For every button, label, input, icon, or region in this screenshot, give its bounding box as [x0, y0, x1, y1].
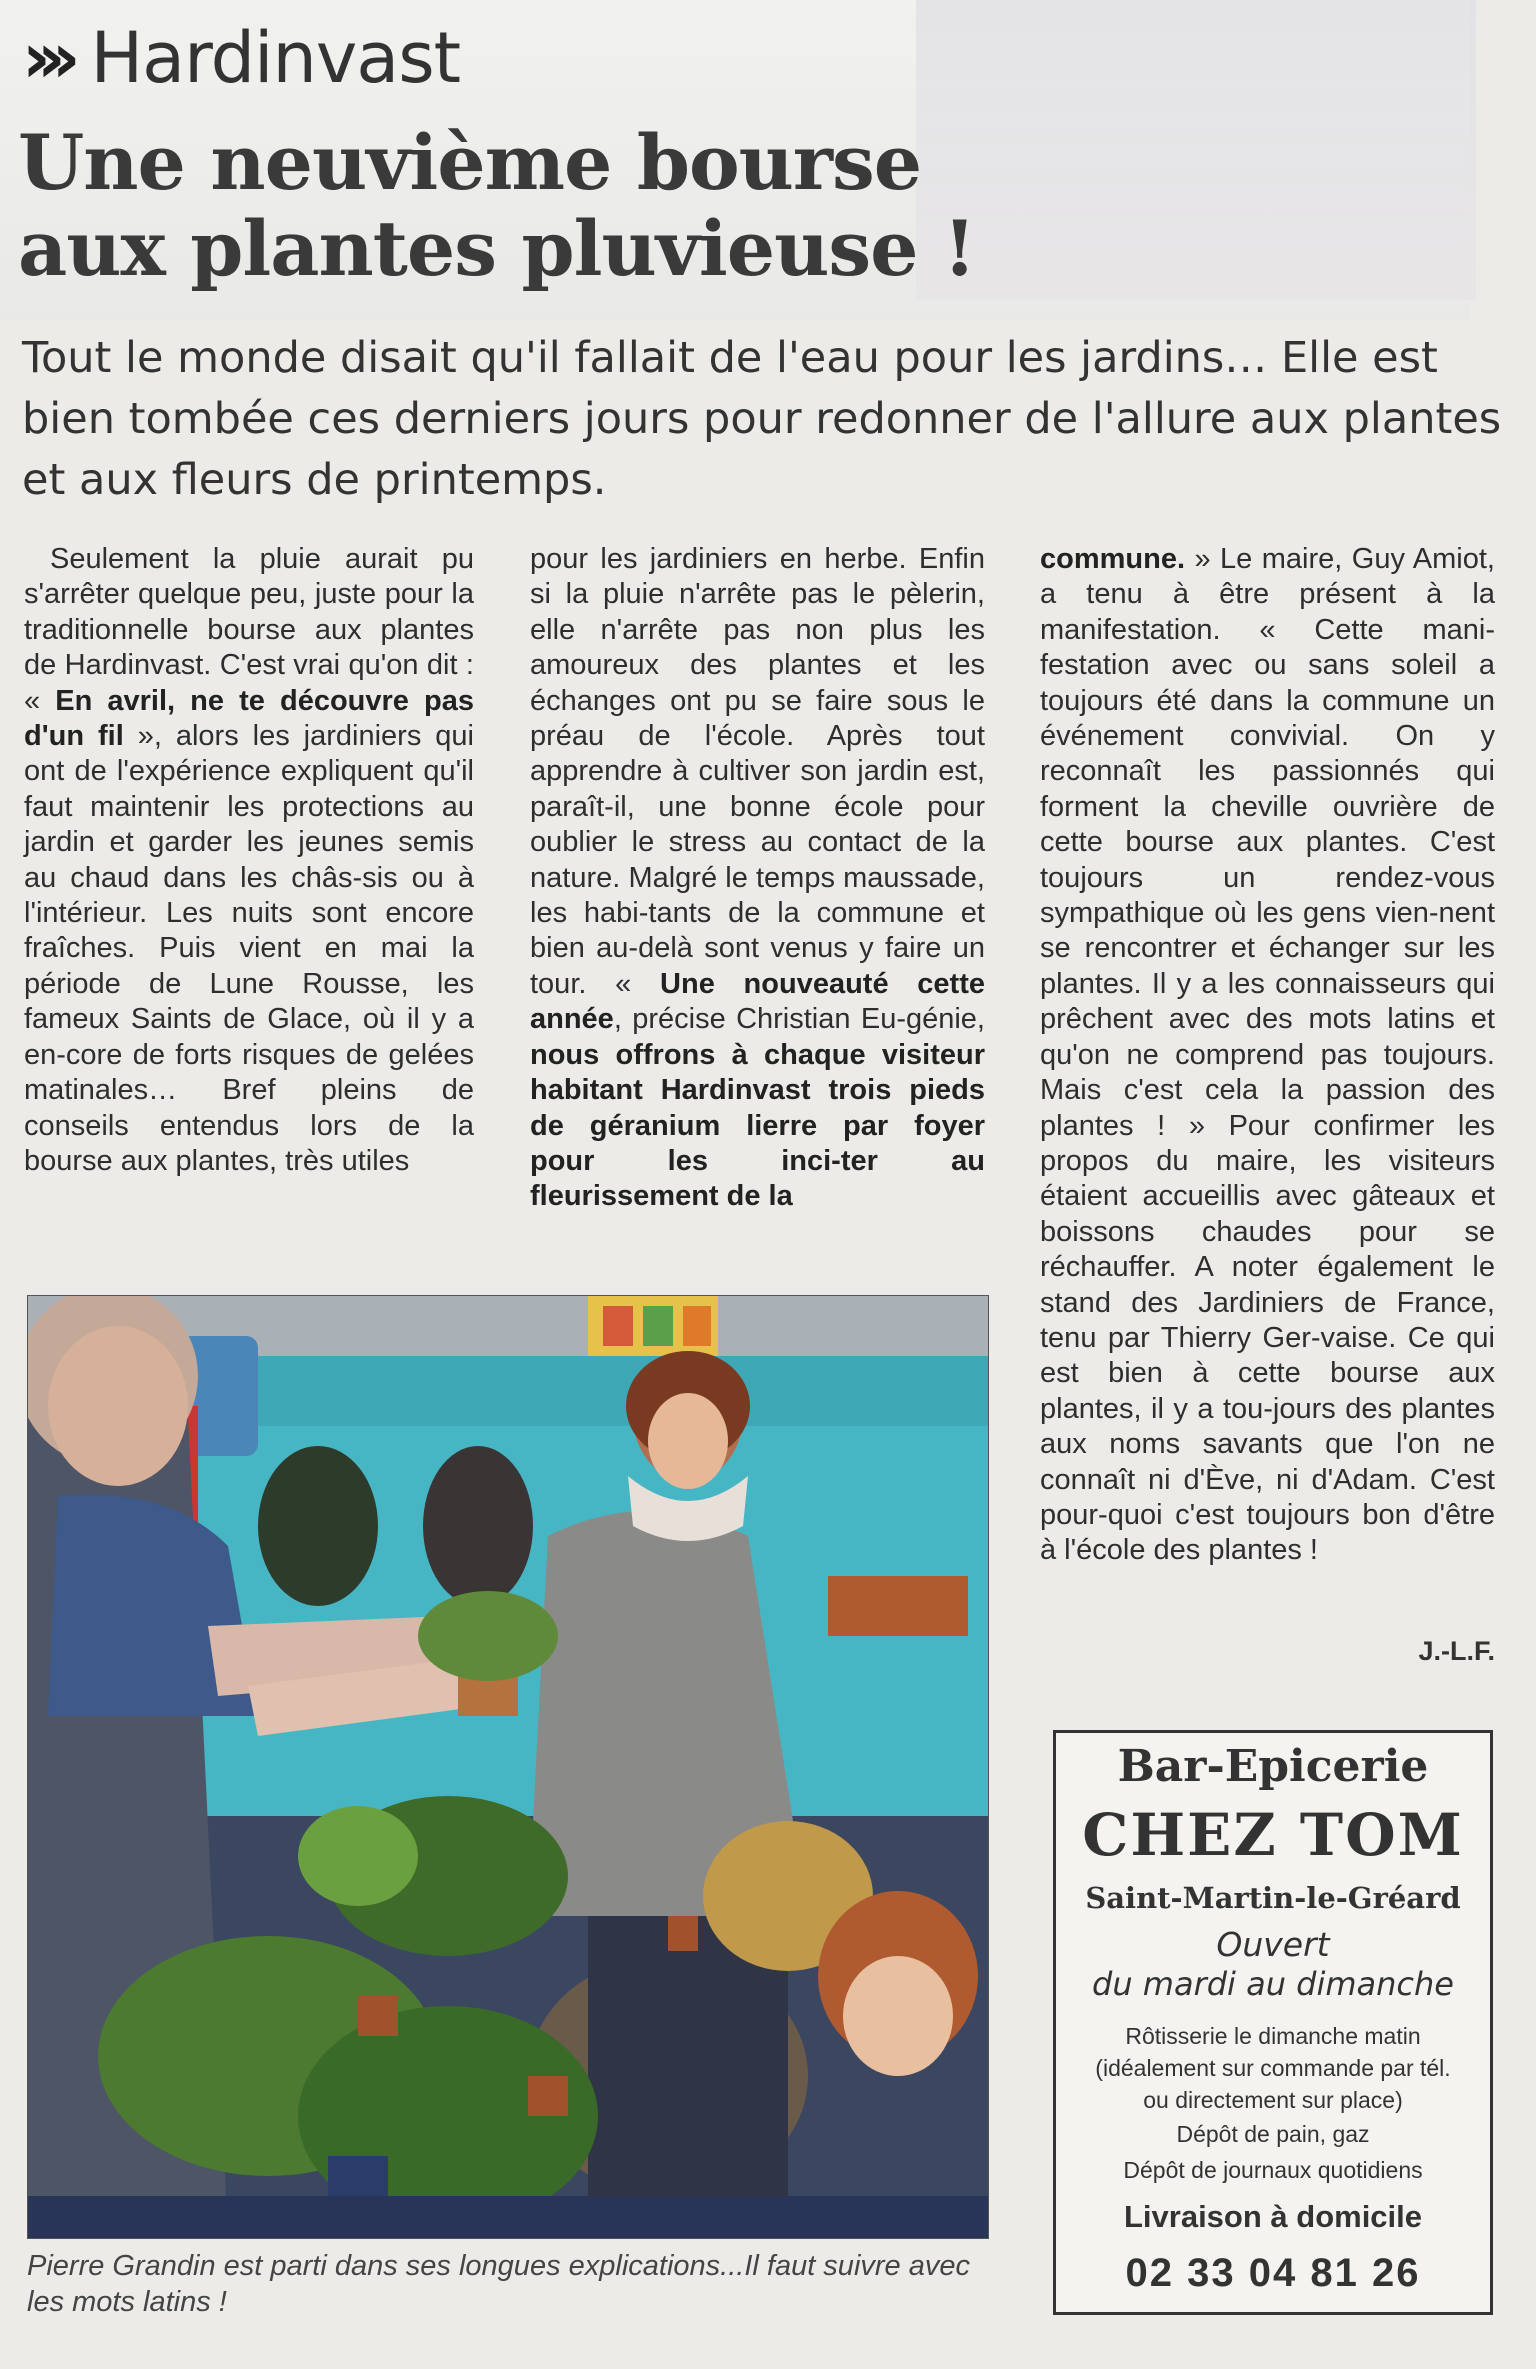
ad-service-line: Dépôt de journaux quotidiens: [1123, 2157, 1423, 2183]
column-2-bold-1: Une nouveauté cette année: [530, 967, 985, 1036]
ad-location: Saint-Martin-le-Gréard: [1085, 1881, 1461, 1915]
ad-phone-number: 02 33 04 81 26: [1125, 2251, 1421, 2295]
article-photo: [27, 1295, 989, 2239]
column-2-paragraph: [530, 542, 985, 1215]
column-2-bold-2: nous offrons à chaque visiteur habitant Hardinvast trois pieds de géranium lierre par foyer pour les inci-ter au fleurissement de la: [530, 1038, 985, 1213]
ad-open-label: Ouvert: [1216, 1925, 1330, 1964]
column-1-text-a: Seulement la pluie aurait pu s'arrêter quelque peu, juste pour la traditionnelle bourse aux plantes de Hardinvast. C'est vrai qu'on dit : «: [24, 543, 474, 717]
author-signature: J.-L.F.: [1418, 1636, 1495, 1666]
advertisement-box: [1053, 1730, 1493, 2315]
ad-delivery: Livraison à domicile: [1123, 2199, 1423, 2234]
column-2-text-b: , précise Christian Eu-génie,: [613, 1003, 985, 1036]
ad-title-type: Bar-Epicerie: [1117, 1741, 1429, 1792]
column-1-text-b: », alors les jardiniers qui ont de l'expérience expliquent qu'il faut maintenir les protections au jardin et garder les jeunes semis au chaud dans les châs-sis ou à l'intérieur. Les nuits sont encore fraîches. Puis vient en mai la période de Lune Rousse, les fameux Saints de Glace, où il y a en-core de forts risques de gelées matinales… Bref pleins de conseils entendus lors de la bourse aux plantes, très utiles: [24, 720, 474, 1177]
article-headline: [18, 120, 1118, 292]
chevron-icon: ›››: [22, 17, 67, 99]
column-2-text-a: pour les jardiniers en herbe. Enfin si la pluie n'arrête pas le pèlerin, elle n'arrête pas non plus les amoureux des plantes et les échanges ont pu se faire sous le préau de l'école. Après tout apprendre à cultiver son jardin est, paraît-il, une bonne école pour oublier le stress au contact de la nature. Malgré le temps maussade, les habi-tants de la commune et bien au-delà sont venus y faire un tour. «: [530, 543, 985, 1000]
ad-service-line: ou directement sur place): [1143, 2087, 1403, 2113]
column-1-paragraph: [24, 542, 474, 1179]
headline-line-1: Une neuvième bourse: [18, 118, 922, 207]
ad-service-line: Rôtisserie le dimanche matin: [1125, 2023, 1421, 2049]
ad-open-days: du mardi au dimanche: [1092, 1965, 1454, 2003]
ad-service-line: Dépôt de pain, gaz: [1176, 2121, 1370, 2147]
article-column-2: [530, 542, 985, 1215]
headline-line-2: aux plantes pluvieuse !: [18, 204, 976, 293]
column-3-paragraph: [1040, 542, 1495, 1569]
column-3-text: » Le maire, Guy Amiot, a tenu à être présent à la manifestation. « Cette mani-festation avec ou sans soleil a toujours été dans la commune un événement convivial. On y reconnaît les passionnés qui forment la cheville ouvrière de cette bourse aux plantes. C'est toujours un rendez-vous sympathique où les gens vien-nent se rencontrer et échanger sur les plantes. Il y a les connaisseurs qui prêchent avec des mots latins et qu'on ne comprend pas toujours. Mais c'est cela la passion des plantes ! » Pour confirmer les propos du maire, les visiteurs étaient accueillis avec gâteaux et boissons chaudes pour se réchauffer. A noter également le stand des Jardiniers de France, tenu par Thierry Ger-vaise. Ce qui est bien à cette bourse aux plantes, il y a tou-jours des plantes aux noms savants que l'on ne connaît ni d'Ève, ni d'Adam. C'est pour-quoi c'est toujours bon d'être à l'école des plantes !: [1040, 543, 1495, 1567]
photo-illustration: [28, 1296, 988, 2238]
article-column-3: [1040, 542, 1495, 1569]
ad-title-name: CHEZ TOM: [1082, 1801, 1464, 1869]
article-column-1: [24, 542, 474, 1179]
photo-caption: Pierre Grandin est parti dans ses longues explications...Il faut suivre avec les mots latins !: [27, 2250, 970, 2318]
ad-service-line: (idéalement sur commande par tél.: [1095, 2055, 1451, 2081]
locality-name: Hardinvast: [90, 17, 461, 99]
section-kicker: [22, 18, 460, 98]
column-1-bold: En avril, ne te découvre pas d'un fil: [24, 684, 474, 753]
column-3-bold: commune.: [1040, 543, 1186, 575]
article-lede: Tout le monde disait qu'il fallait de l'eau pour les jardins… Elle est bien tombée ces derniers jours pour redonner de l'allure aux plantes et aux fleurs de printemps.: [22, 333, 1502, 505]
